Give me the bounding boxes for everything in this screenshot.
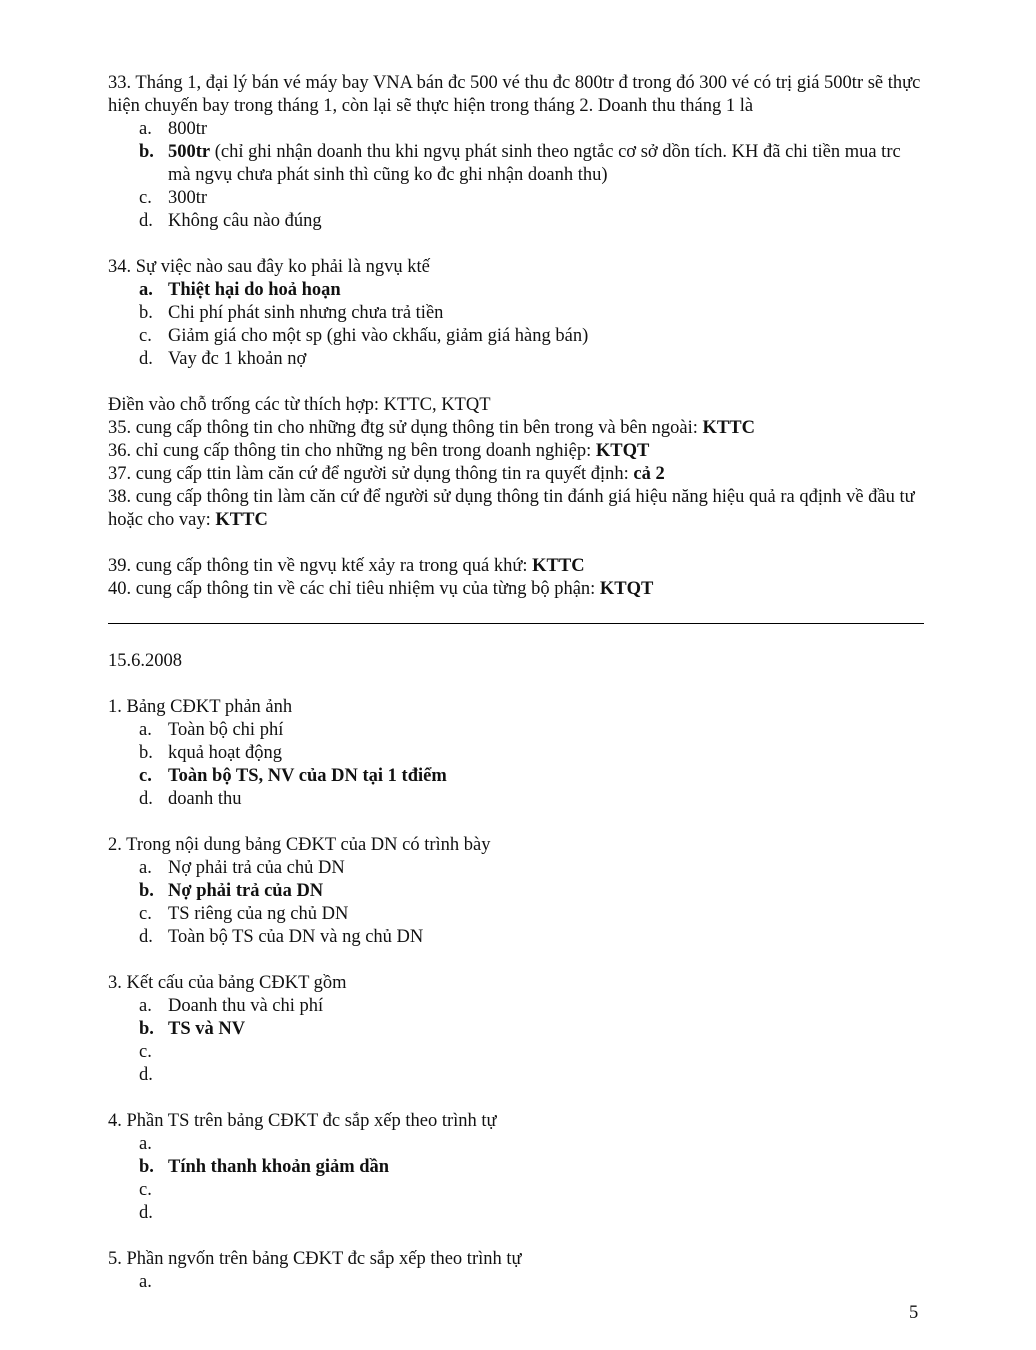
option-list [108,1133,924,1225]
option-b-correct: b. Tính thanh khoản giảm dần [139,1157,390,1177]
page-content [108,72,924,1294]
question-3 [108,972,924,1087]
fill-answer: cả 2 [633,464,665,484]
option-list [108,118,924,233]
option-list [108,857,924,949]
option-list [108,279,924,371]
option-d: d. [139,1203,153,1223]
fill-item-39: 39. cung cấp thông tin về ngvụ ktế xảy ra trong quá khứ: KTTC [108,556,585,576]
fill-instruction: Điền vào chỗ trống các từ thích hợp: KTTC, KTQT [108,395,491,415]
question-2 [108,834,924,949]
fill-answer: KTTC [702,418,755,438]
option-b: b. Chi phí phát sinh nhưng chưa trả tiền [139,303,444,323]
fill-item-38: 38. cung cấp thông tin làm căn cứ để người sử dụng thông tin đánh giá hiệu năng hiệu quả ra qđịnh về đầu tư hoặc cho vay: KTTC [108,487,915,530]
option-a: a. Doanh thu và chi phí [139,996,324,1016]
question-34 [108,256,924,371]
page-number: 5 [909,1303,919,1323]
fill-answer: KTQT [595,441,650,461]
option-list [108,995,924,1087]
option-a: a. [139,1272,152,1292]
option-a: a. Nợ phải trả của chủ DN [139,858,345,878]
question-text: 4. Phần TS trên bảng CĐKT đc sắp xếp theo trình tự [108,1111,497,1131]
section-date: 15.6.2008 [108,651,182,671]
option-b-correct: b. TS và NV [139,1019,246,1039]
option-list [108,719,924,811]
fill-item-40: 40. cung cấp thông tin về các chỉ tiêu nhiệm vụ của từng bộ phận: KTQT [108,579,654,599]
question-5 [108,1248,924,1294]
answer-note: (chỉ ghi nhận doanh thu khi ngvụ phát sinh theo ngtắc cơ sở dồn tích. KH đã chi tiền mua trc mà ngvụ chưa phát sinh thì cũng ko đc ghi nhận doanh thu) [168,142,901,185]
option-c: c. Giảm giá cho một sp (ghi vào ckhấu, giảm giá hàng bán) [139,326,589,346]
question-text: 3. Kết cấu của bảng CĐKT gồm [108,973,347,993]
option-c-correct: c. Toàn bộ TS, NV của DN tại 1 tđiểm [139,766,447,786]
fill-answer: KTQT [599,579,654,599]
option-a: a. Toàn bộ chi phí [139,720,284,740]
option-b-correct: b. Nợ phải trả của DN [139,881,324,901]
option-c: c. [139,1180,152,1200]
correct-answer: 500tr [168,142,211,162]
question-1 [108,696,924,811]
option-c: c. [139,1042,152,1062]
option-d: d. Vay đc 1 khoản nợ [139,349,307,369]
option-d: d. doanh thu [139,789,242,809]
option-list [108,1271,924,1294]
option-d: d. [139,1065,153,1085]
fill-in-section [108,394,924,601]
option-b: b. kquả hoạt động [139,743,283,763]
option-a: a. [139,1134,152,1154]
option-b-correct: b. 500tr (chỉ ghi nhận doanh thu khi ngvụ phát sinh theo ngtắc cơ sở dồn tích. KH đã chi tiền mua trc mà ngvụ chưa phát sinh thì cũng ko đc ghi nhận doanh thu) [139,142,901,185]
question-33 [108,72,924,233]
question-text: 5. Phần ngvốn trên bảng CĐKT đc sắp xếp theo trình tự [108,1249,522,1269]
option-c: c. 300tr [139,188,208,208]
fill-item-35: 35. cung cấp thông tin cho những đtg sử dụng thông tin bên trong và bên ngoài: KTTC [108,418,755,438]
question-text: 2. Trong nội dung bảng CĐKT của DN có trình bày [108,835,491,855]
option-c: c. TS riêng của ng chủ DN [139,904,349,924]
question-text: 34. Sự việc nào sau đây ko phải là ngvụ ktế [108,257,430,277]
fill-answer: KTTC [215,510,268,530]
question-text: 1. Bảng CĐKT phản ảnh [108,697,293,717]
option-a: a. 800tr [139,119,208,139]
fill-answer: KTTC [532,556,585,576]
question-text: 33. Tháng 1, đại lý bán vé máy bay VNA bán đc 500 vé thu đc 800tr đ trong đó 300 vé có trị giá 500tr sẽ thực hiện chuyến bay trong tháng 1, còn lại sẽ thực hiện trong tháng 2. Doanh thu tháng 1 là [108,73,921,116]
option-d: d. Không câu nào đúng [139,211,322,231]
fill-item-37: 37. cung cấp ttin làm căn cứ để người sử dụng thông tin ra quyết định: cả 2 [108,464,665,484]
question-4 [108,1110,924,1225]
option-d: d. Toàn bộ TS của DN và ng chủ DN [139,927,424,947]
option-a-correct: a. Thiệt hại do hoả hoạn [139,280,341,300]
fill-item-36: 36. chỉ cung cấp thông tin cho những ng bên trong doanh nghiệp: KTQT [108,441,650,461]
